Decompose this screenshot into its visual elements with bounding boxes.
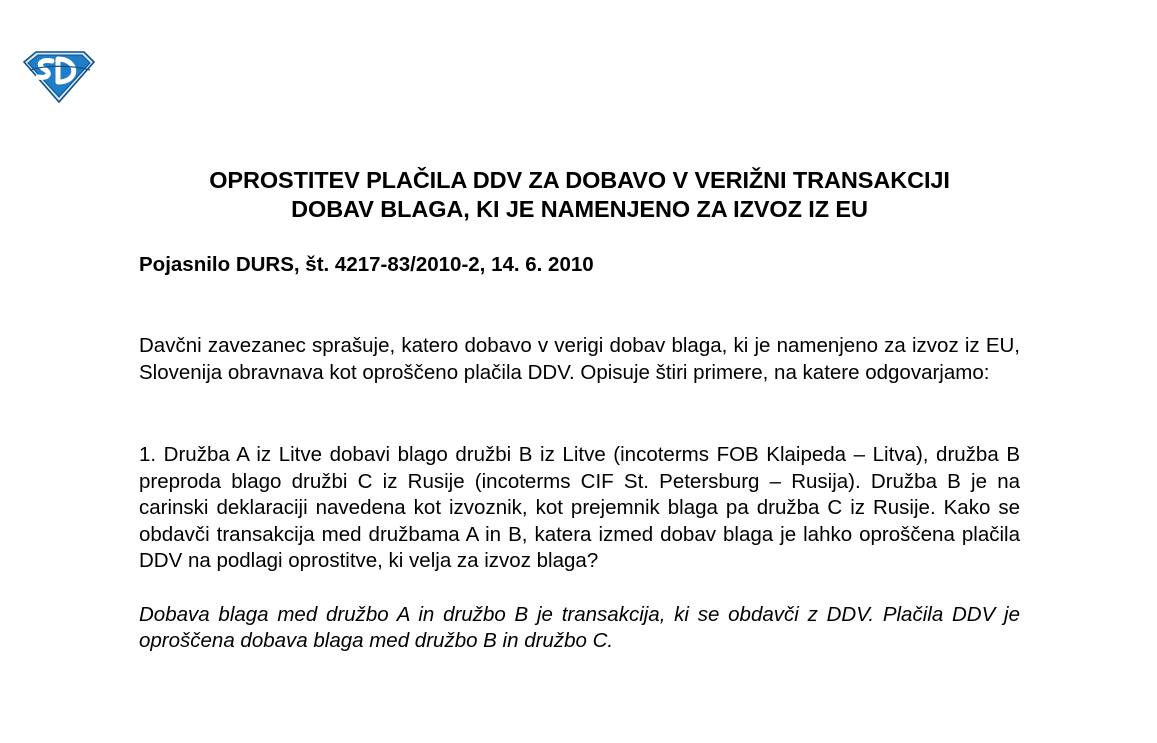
answer-1-paragraph: Dobava blaga med družbo A in družbo B je transakcija, ki se obdavči z DDV. Plačila DDV je oproščena dobava blaga med družbo B in družbo C. [139,602,1020,652]
title-line-1: OPROSTITEV PLAČILA DDV ZA DOBAVO V VERIŽNI TRANSAKCIJI [209,167,950,193]
question-1-paragraph: 1. Družba A iz Litve dobavi blago družbi B iz Litve (incoterms FOB Klaipeda – Litva), družba B preproda blago družbi C iz Rusije (incoterms CIF St. Petersburg – Rusija). Družba B je na carinski deklaraciji navedena kot izvoznik, kot prejemnik blaga pa družba C iz Rusije. Kako se obdavči transakcija med družbama A in B, katera izmed dobav blaga je lahko oproščena plačila DDV na podlagi oprostitve, ki velja za izvoz blaga? [139,443,1020,572]
document-body [139,166,1020,655]
title-line-2: DOBAV BLAGA, KI JE NAMENJENO ZA IZVOZ IZ EU [291,196,868,222]
document-title [139,166,1020,224]
sd-logo-icon [22,48,96,104]
reference-line: Pojasnilo DURS, št. 4217-83/2010-2, 14. 6. 2010 [139,253,594,276]
intro-paragraph: Davčni zavezanec sprašuje, katero dobavo v verigi dobav blaga, ki je namenjeno za izvoz iz EU, Slovenija obravnava kot oproščeno plačila DDV. Opisuje štiri primere, na katere odgovarjamo: [139,334,1020,384]
